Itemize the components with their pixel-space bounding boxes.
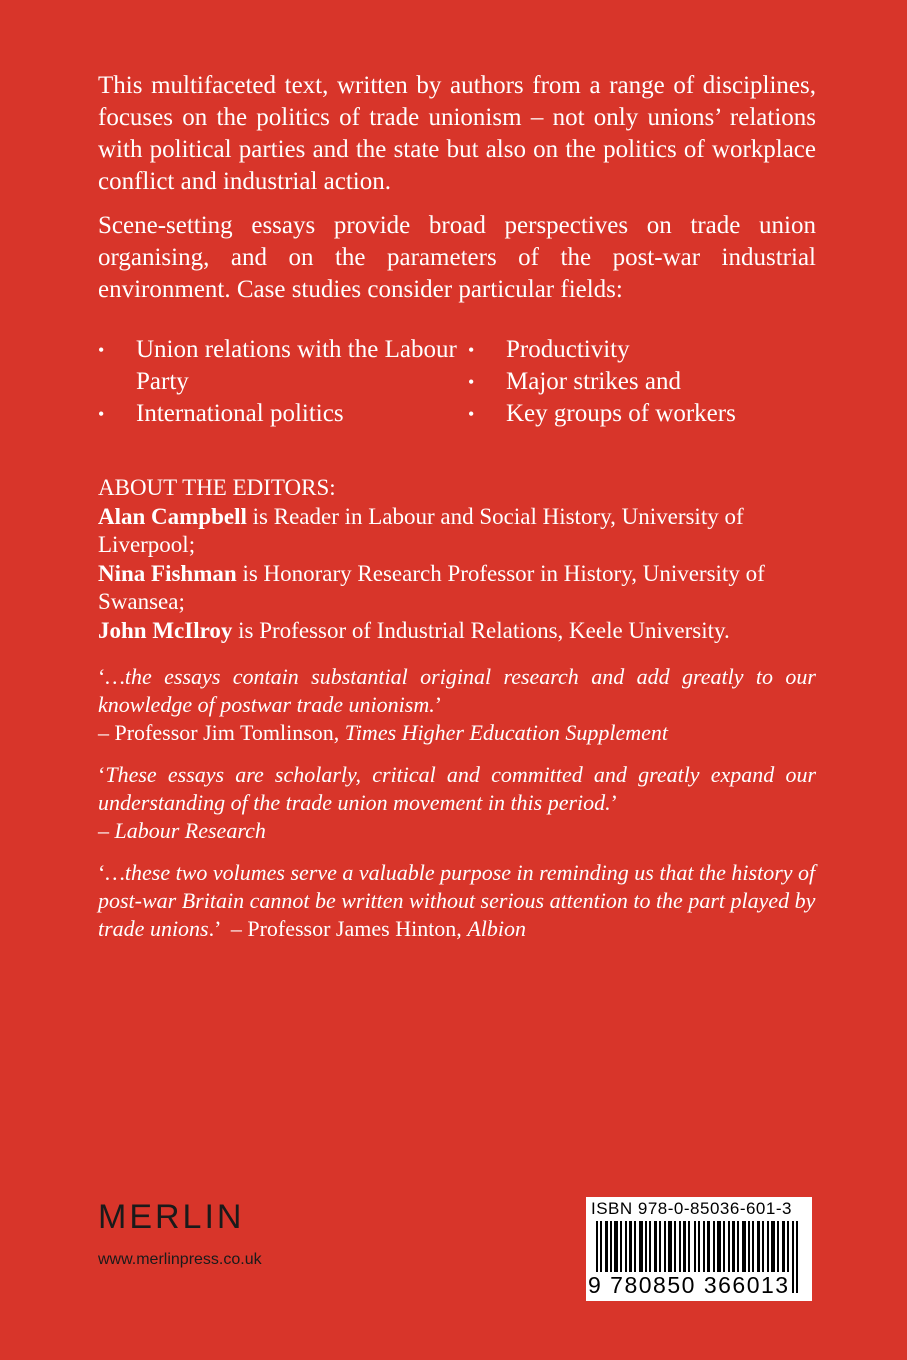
list-item-label: International politics [136,400,344,427]
bullet-column-left [98,334,468,430]
bullet-icon: • [468,372,475,392]
bullet-icon: • [468,340,475,360]
editor-description: is Reader in Labour and Social History, University of Liverpool; [98,503,744,557]
barcode-digits: 9 780850 366013 [588,1272,790,1298]
list-item-label: Union relations with the Labour Party [136,336,457,395]
bullet-icon: • [98,340,105,360]
list-item [468,398,736,430]
editor-entry [98,617,816,646]
blurb-paragraph-2: Scene-setting essays provide broad perspectives on trade union organising, and on the parameters of the post-war industrial environment. Case studies consider particular fields: [98,212,816,303]
list-item [468,366,736,398]
isbn-barcode [586,1197,812,1301]
editor-name: John McIlroy [98,617,233,643]
editor-entry [98,503,816,560]
editor-description: is Honorary Research Professor in History, University of Swansea; [98,560,765,614]
quote-open-mark: ‘ [98,664,106,689]
editor-description: is Professor of Industrial Relations, Keele University. [232,617,730,643]
publisher-url[interactable]: www.merlinpress.co.uk [98,1251,262,1268]
back-cover-text [98,70,816,943]
list-item [98,334,468,398]
quote-source: Albion [467,916,526,941]
editor-entry [98,560,816,617]
quote-attribution: – Professor James Hinton, [219,916,468,941]
quote-close-mark: ’ [434,692,443,717]
review-quote-3 [98,859,816,943]
quote-text: …the essays contain substantial original research and add greatly to our knowledge of postwar trade unionism. [98,664,816,717]
quote-text: …these two volumes serve a valuable purpose in reminding us that the history of post-war Britain cannot be written without serious attention to the part played by trade unions [98,860,816,941]
quote-attribution: – Professor Jim Tomlinson, Times Higher Education Supplement [98,720,669,745]
list-item [468,334,736,366]
editor-name: Nina Fishman [98,560,237,586]
quote-open-mark: ‘ [98,860,106,885]
quote-close-mark: .’ [208,916,220,941]
bullet-icon: • [468,404,475,424]
list-item-label: Major strikes and [506,368,681,395]
list-item-label: Productivity [506,336,630,363]
bullet-icon: • [98,404,105,424]
review-quote-1 [98,663,816,747]
list-item [98,398,468,430]
list-item-label: Key groups of workers [506,400,736,427]
editor-name: Alan Campbell [98,503,247,529]
editors-heading: ABOUT THE EDITORS: [98,475,336,500]
about-the-editors [98,474,816,645]
publisher-block [98,1198,262,1269]
isbn-label: ISBN 978-0-85036-601-3 [591,1199,792,1218]
blurb-paragraph-1: This multifaceted text, written by authors from a range of disciplines, focuses on the politics of trade unionism – not only unions’ relations with political parties and the state but also on the politics of workplace conflict and industrial action. [98,72,816,195]
case-study-list [98,334,816,430]
bullet-column-right [468,334,736,430]
quote-source: Times Higher Education Supplement [344,720,669,745]
review-quote-2 [98,761,816,845]
quote-open-mark: ‘ [98,762,106,787]
quote-close-mark: ’ [610,790,618,815]
quote-attribution: – Labour Research [98,818,266,843]
quote-text: These essays are scholarly, critical and committed and greatly expand our understanding of the trade union movement in this period. [98,762,816,815]
publisher-logo: MERLIN [98,1198,245,1236]
